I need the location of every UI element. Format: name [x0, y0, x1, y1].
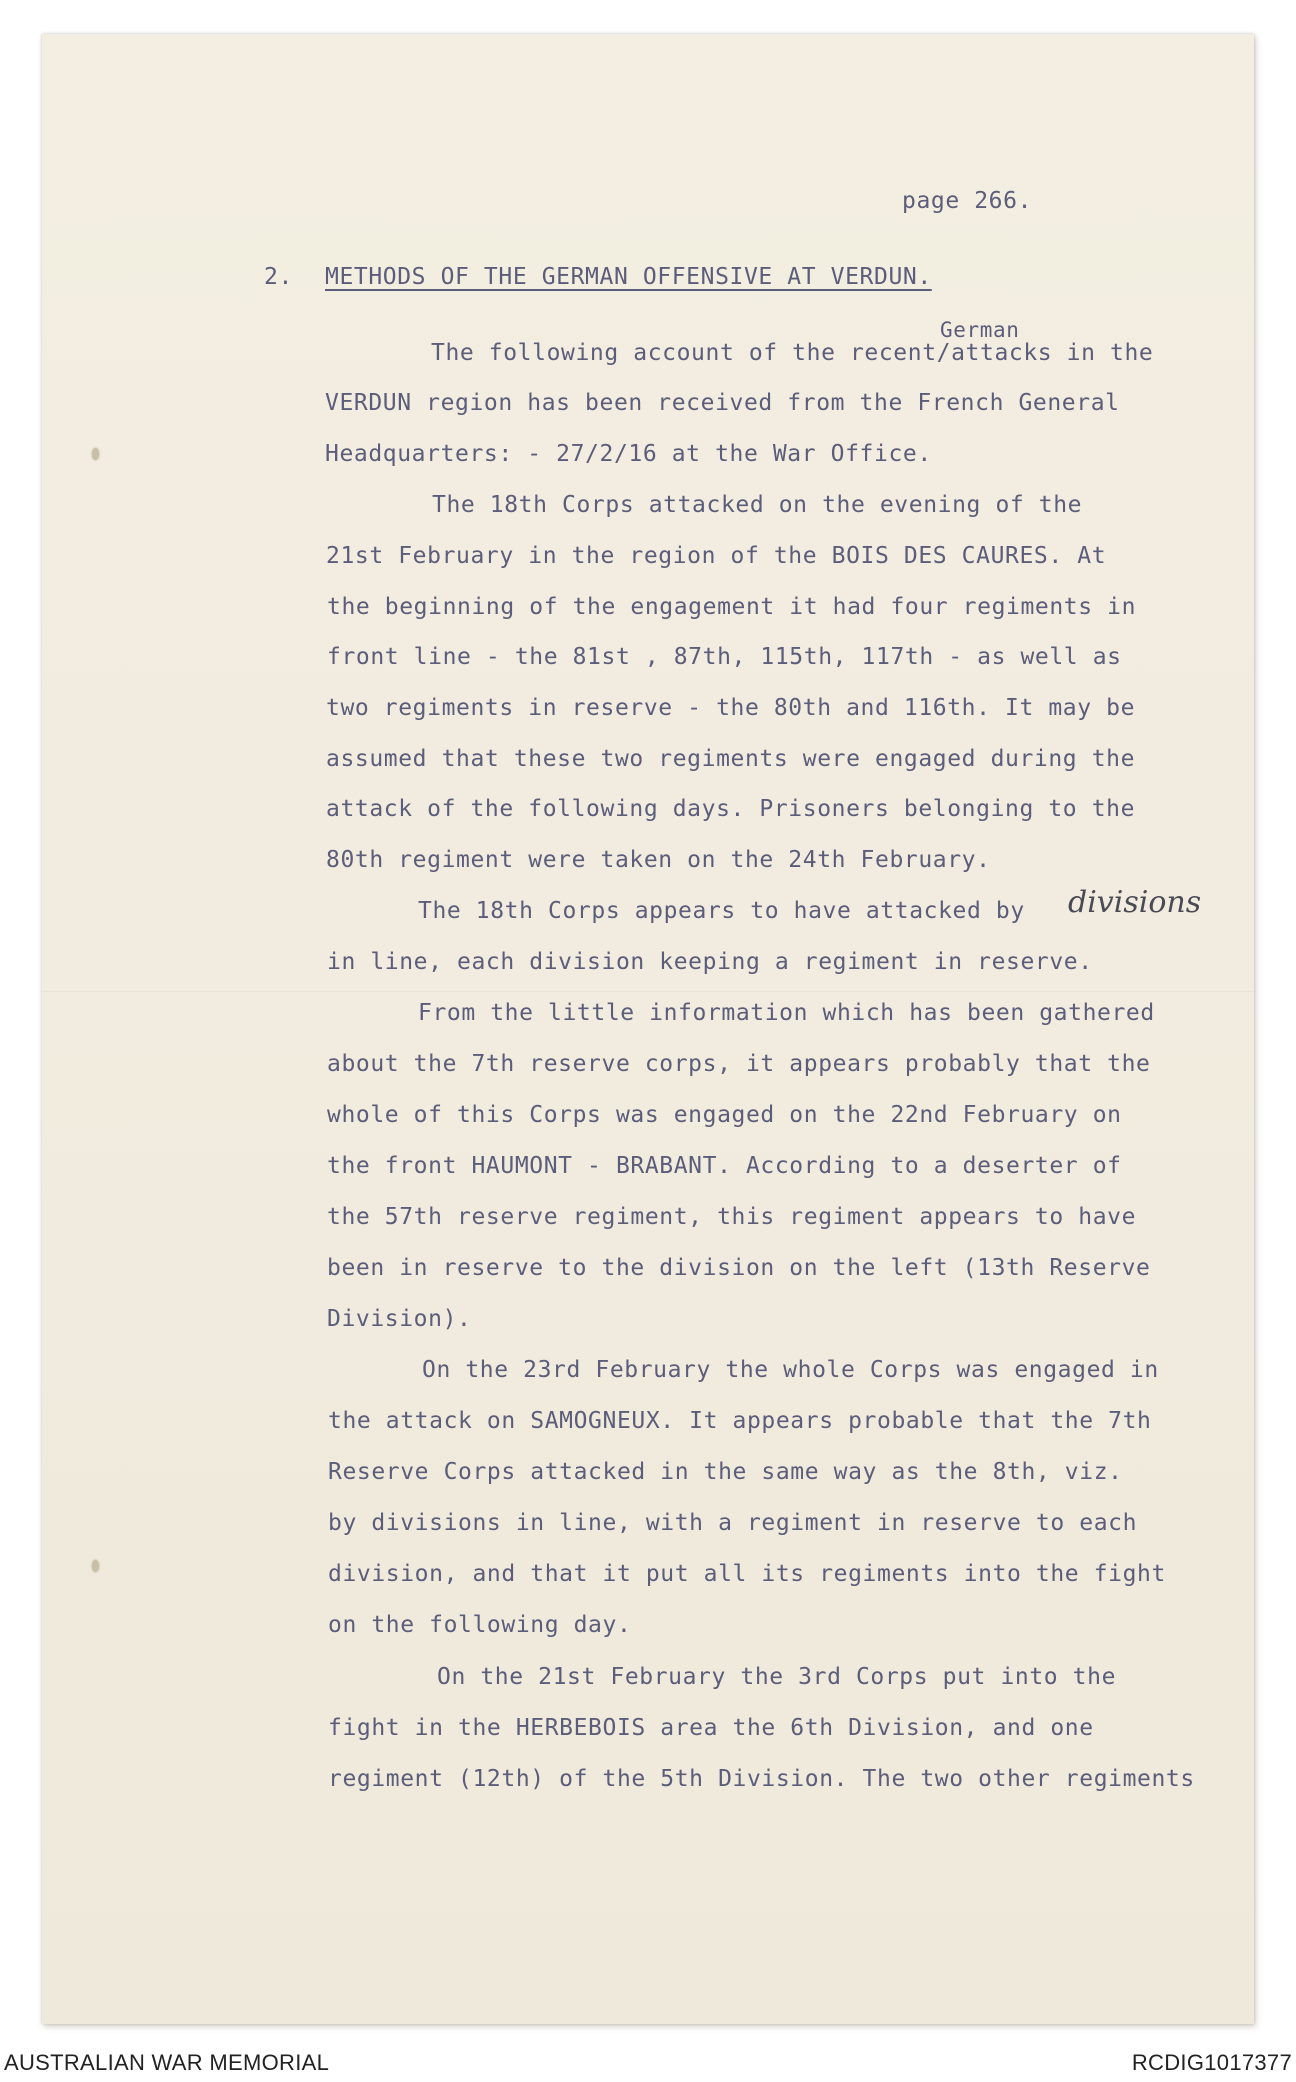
handwritten-correction: divisions	[1068, 885, 1202, 920]
text-line-25: division, and that it put all its regiments into the fight	[328, 1561, 1166, 1587]
text-line-18: the 57th reserve regiment, this regiment appears to have	[327, 1204, 1137, 1230]
page-fold	[42, 989, 1254, 992]
punch-hole-lower	[92, 1560, 99, 1572]
section-heading: METHODS OF THE GERMAN OFFENSIVE AT VERDUN.	[325, 264, 932, 290]
text-line-10: attack of the following days. Prisoners belonging to the	[326, 796, 1136, 822]
text-line-19: been in reserve to the division on the left (13th Reserve	[327, 1255, 1151, 1281]
text-line-7: front line - the 81st , 87th, 115th, 117th - as well as	[327, 644, 1122, 670]
footer-identifier: RCDIG1017377	[1131, 2050, 1292, 2075]
text-line-6: the beginning of the engagement it had four regiments in	[327, 594, 1137, 620]
text-line-11: 80th regiment were taken on the 24th February.	[326, 847, 991, 873]
text-line-27: On the 21st February the 3rd Corps put into the	[437, 1664, 1117, 1690]
text-line-28: fight in the HERBEBOIS area the 6th Division, and one	[328, 1715, 1094, 1741]
text-line-2: VERDUN region has been received from the French General	[325, 390, 1120, 416]
text-line-12: The 18th Corps appears to have attacked by	[418, 898, 1025, 924]
text-line-14: From the little information which has been gathered	[418, 1000, 1155, 1026]
text-line-13: in line, each division keeping a regiment in reserve.	[327, 949, 1093, 975]
footer-institution: AUSTRALIAN WAR MEMORIAL	[4, 2050, 330, 2075]
insertion-above-line: German	[940, 318, 1020, 342]
text-line-26: on the following day.	[328, 1612, 632, 1638]
text-line-16: whole of this Corps was engaged on the 22nd February on	[327, 1102, 1122, 1128]
text-line-15: about the 7th reserve corps, it appears probably that the	[327, 1051, 1151, 1077]
text-line-4: The 18th Corps attacked on the evening of the	[432, 492, 1083, 518]
text-line-29: regiment (12th) of the 5th Division. The two other regiments	[328, 1766, 1195, 1792]
text-line-17: the front HAUMONT - BRABANT. According to a deserter of	[327, 1153, 1122, 1179]
punch-hole-upper	[92, 448, 99, 460]
text-line-5: 21st February in the region of the BOIS DES CAURES. At	[326, 543, 1107, 569]
text-line-9: assumed that these two regiments were engaged during the	[326, 746, 1136, 772]
text-line-20: Division).	[327, 1306, 472, 1332]
text-line-24: by divisions in line, with a regiment in reserve to each	[328, 1510, 1138, 1536]
text-line-1: The following account of the recent/attacks in the	[431, 340, 1154, 366]
text-line-23: Reserve Corps attacked in the same way as the 8th, viz.	[328, 1459, 1123, 1485]
text-line-8: two regiments in reserve - the 80th and 116th. It may be	[326, 695, 1136, 721]
text-line-22: the attack on SAMOGNEUX. It appears probable that the 7th	[328, 1408, 1152, 1434]
text-line-21: On the 23rd February the whole Corps was engaged in	[422, 1357, 1159, 1383]
section-number: 2.	[264, 264, 293, 290]
text-line-3: Headquarters: - 27/2/16 at the War Office.	[325, 441, 932, 467]
page-number: page 266.	[902, 188, 1033, 214]
